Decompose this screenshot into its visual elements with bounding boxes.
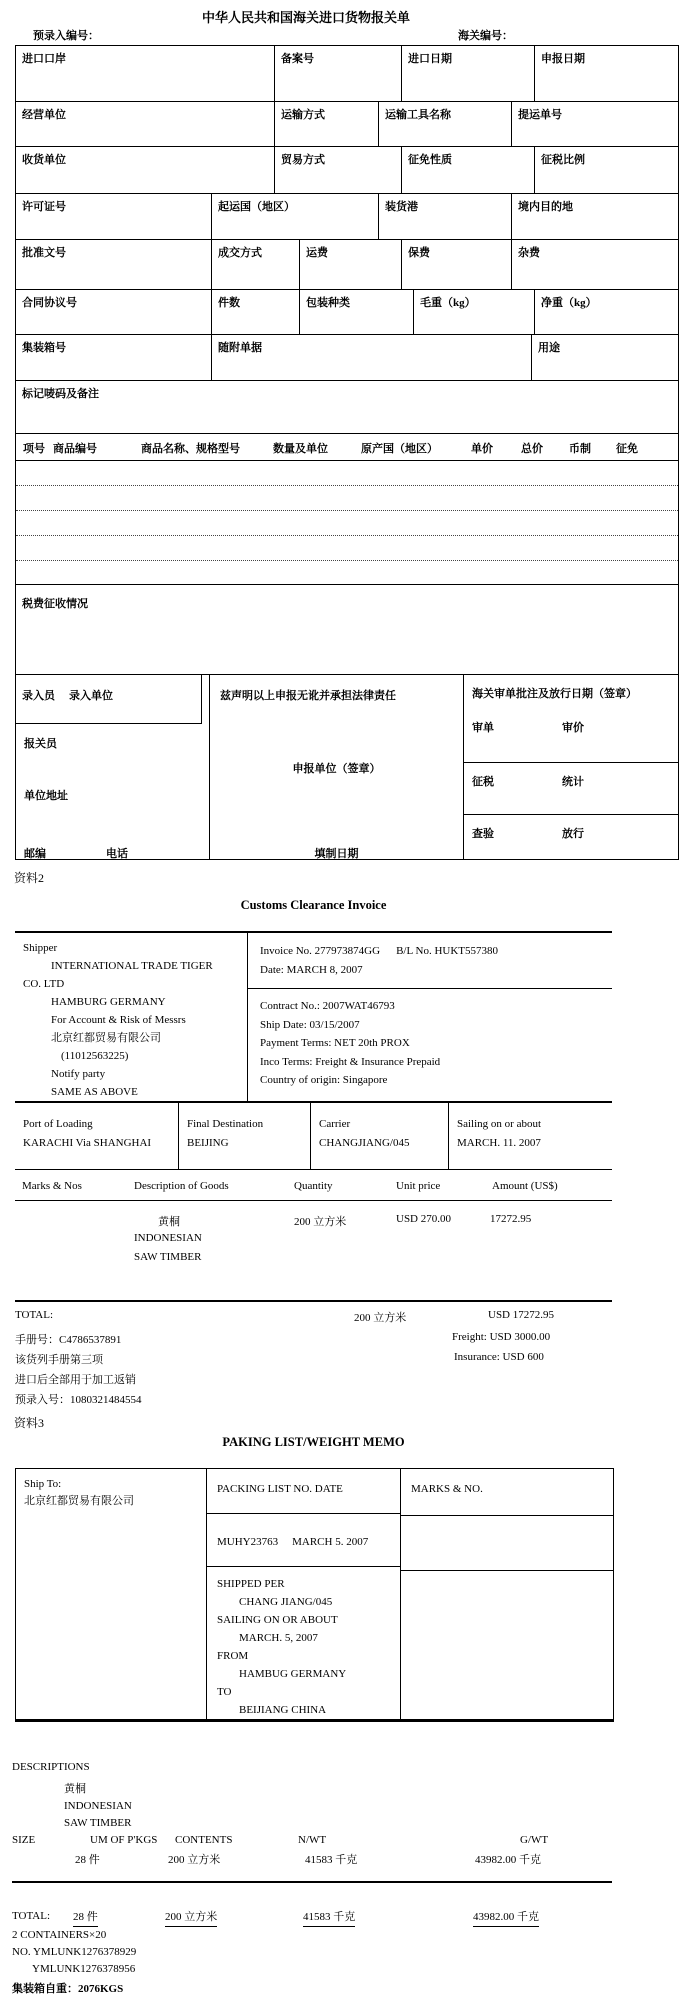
ship-date: Ship Date: 03/15/2007 [260, 1018, 360, 1031]
description-line: SAW TIMBER [64, 1817, 132, 1829]
insurance-amount: Insurance: USD 600 [454, 1351, 544, 1363]
manual-no: 手册号：C4786537891 [15, 1334, 122, 1346]
country-of-origin: Country of origin: Singapore [260, 1074, 388, 1086]
ship-to-cell [16, 1469, 206, 1719]
packing-list-no-cell [207, 1514, 400, 1567]
item-unit-price: USD 270.00 [396, 1213, 452, 1225]
field-license-no: 许可证号 [22, 201, 66, 213]
marks-no-body [401, 1571, 613, 1719]
field-net-weight: 净重（kg） [534, 290, 678, 334]
descriptions-label: DESCRIPTIONS [12, 1761, 90, 1773]
table-row [16, 239, 678, 289]
invoice-no: Invoice No. 277973874GG [260, 945, 381, 957]
field-contract-no: 合同协议号 [22, 297, 77, 309]
inco-terms: Inco Terms: Freight & Insurance Prepaid [260, 1055, 441, 1068]
ports-row [15, 1103, 612, 1170]
footer-right-col [463, 675, 678, 859]
table-row [16, 46, 678, 101]
pre-entry-no-value: 预录入号：1080321484554 [15, 1394, 142, 1406]
declare-unit-seal-label: 申报单位（签章） [292, 763, 381, 775]
col-commodity-name: 商品名称、规格型号 [141, 443, 240, 455]
field-gross-weight: 毛重（kg） [413, 290, 534, 334]
inspect-release-cell [464, 814, 678, 859]
dotted-line [16, 486, 678, 511]
shipper-label: Shipper [23, 942, 58, 954]
col-total-price: 总价 [521, 443, 543, 455]
col-quantity-unit: 数量及单位 [273, 443, 328, 455]
field-packages-count: 件数 [211, 290, 299, 334]
col-description: Description of Goods [134, 1180, 229, 1192]
packing-total-pkgs: 28 件 [73, 1908, 98, 1927]
contract-terms-cell [248, 989, 612, 1090]
doc-review-label: 审单 [472, 722, 494, 734]
invoice-total-section [15, 1300, 612, 1412]
unit-address-label: 单位地址 [24, 790, 68, 802]
invoice-top-section [15, 931, 612, 1103]
invoice-total-label: TOTAL: [15, 1309, 54, 1321]
port-of-loading-label: Port of Loading [23, 1118, 93, 1130]
notify-party-value: SAME AS ABOVE [51, 1086, 138, 1098]
description-line: 黄桐 [64, 1783, 86, 1795]
table-row [16, 101, 678, 146]
field-consignee: 收货单位 [22, 154, 66, 166]
footer-left-col [16, 675, 209, 859]
col-currency: 币制 [569, 443, 591, 455]
packing-middle-col [206, 1469, 401, 1719]
phone-label: 电话 [106, 848, 128, 860]
levy-tax-label: 征税 [472, 776, 494, 788]
field-freight-fee: 运费 [299, 240, 401, 289]
statistics-label: 统计 [562, 776, 584, 788]
invoice-title: Customs Clearance Invoice [240, 898, 387, 912]
container-no-1: NO. YMLUNK1276378929 [12, 1946, 137, 1958]
carrier-cell [310, 1103, 448, 1169]
field-insurance-fee: 保费 [401, 240, 511, 289]
doc3-label: 资料3 [14, 1416, 45, 1430]
final-destination-value: BEIJING [187, 1137, 229, 1149]
invoice-table [15, 931, 612, 1412]
sailing-label: Sailing on or about [457, 1118, 542, 1130]
table-row [16, 334, 678, 380]
sailing-value: MARCH. 11. 2007 [457, 1137, 541, 1149]
processing-note: 进口后全部用于加工返销 [15, 1374, 136, 1386]
field-misc-fee: 杂费 [511, 240, 678, 289]
field-levy-nature: 征免性质 [401, 147, 534, 193]
field-loading-port: 装货港 [378, 194, 511, 239]
declaration-title: 中华人民共和国海关进口货物报关单 [201, 10, 410, 25]
shipped-line: TO [217, 1686, 232, 1698]
sailing-cell [448, 1103, 612, 1169]
manual-note: 该货列手册第三项 [15, 1354, 103, 1366]
bl-no: B/L No. HUKT557380 [396, 945, 499, 957]
field-tax-ratio: 征税比例 [534, 147, 678, 193]
field-trade-mode: 贸易方式 [274, 147, 401, 193]
price-review-label: 审价 [562, 722, 584, 734]
item-quantity: 200 立方米 [294, 1216, 347, 1228]
shipped-line: MARCH. 5, 2007 [239, 1632, 318, 1644]
shipper-cell [15, 933, 248, 1101]
postcode-label: 邮编 [24, 848, 46, 860]
item-desc-line3: SAW TIMBER [134, 1251, 202, 1263]
field-tax-collection: 税费征收情况 [16, 584, 678, 674]
pre-entry-no-label: 预录入编号： [33, 30, 99, 42]
entry-clerk-cell [16, 675, 202, 724]
col-unit-price: 单价 [471, 443, 493, 455]
field-transport-name: 运输工具名称 [378, 102, 511, 146]
size-value-pkgs: 28 件 [75, 1854, 100, 1866]
field-declare-date: 申报日期 [534, 46, 678, 101]
col-unit-price: Unit price [396, 1180, 441, 1192]
size-value-gwt: 43982.00 千克 [475, 1854, 541, 1866]
field-import-port: 进口口岸 [22, 53, 66, 65]
inspection-label: 查验 [472, 828, 494, 840]
shipped-line: FROM [217, 1650, 249, 1662]
port-of-loading-value: KARACHI Via SHANGHAI [23, 1137, 152, 1149]
container-no-2: YMLUNK1276378956 [32, 1963, 136, 1975]
invoice-date: Date: MARCH 8, 2007 [260, 964, 363, 976]
col-levy-exempt: 征免 [616, 443, 638, 455]
description-line: INDONESIAN [64, 1800, 132, 1812]
packing-title: PAKING LIST/WEIGHT MEMO [222, 1435, 405, 1449]
packing-list-date: MARCH 5. 2007 [292, 1536, 369, 1548]
shipper-line: 北京红都贸易有限公司 [51, 1032, 161, 1044]
packing-table [15, 1468, 614, 1722]
field-bl-no: 提运单号 [511, 102, 678, 146]
dotted-line-pad [16, 561, 678, 584]
field-operator-unit: 经营单位 [22, 109, 66, 121]
goods-header-row [16, 433, 678, 460]
totals-divider [12, 1881, 612, 1883]
customs-note-label: 海关审单批注及放行日期（签章） [472, 688, 637, 700]
invoice-no-cell [248, 933, 612, 989]
packing-total-gwt: 43982.00 千克 [473, 1908, 539, 1927]
final-destination-label: Final Destination [187, 1118, 264, 1130]
field-transport-mode: 运输方式 [274, 102, 378, 146]
dotted-line [16, 461, 678, 486]
shipped-line: CHANG JIANG/045 [239, 1596, 333, 1608]
table-row [16, 289, 678, 334]
dotted-line [16, 511, 678, 536]
packing-list-no: MUHY23763 [217, 1536, 279, 1548]
packing-total-nwt: 41583 千克 [303, 1908, 355, 1927]
col-item-no: 项号 [23, 443, 45, 455]
invoice-total-amount: USD 17272.95 [488, 1309, 555, 1321]
doc2-label: 资料2 [14, 871, 45, 885]
size-value-nwt: 41583 千克 [305, 1854, 358, 1866]
field-transaction-mode: 成交方式 [211, 240, 299, 289]
declaration-statement: 兹声明以上申报无讹并承担法律责任 [220, 690, 396, 702]
footer-row [16, 674, 678, 859]
shipped-line: SAILING ON OR ABOUT [217, 1614, 338, 1626]
shipper-line: INTERNATIONAL TRADE TIGER [51, 960, 213, 972]
col-marks-nos: Marks & Nos [22, 1180, 82, 1192]
shipped-per-cell [207, 1567, 400, 1719]
field-record-no: 备案号 [274, 46, 401, 101]
packing-total-label: TOTAL: [12, 1910, 51, 1922]
containers-line: 2 CONTAINERS×20 [12, 1929, 107, 1941]
invoice-total-qty: 200 立方米 [354, 1312, 407, 1324]
final-destination-cell [178, 1103, 310, 1169]
freight-amount: Freight: USD 3000.00 [452, 1331, 551, 1343]
size-header-nwt: N/WT [298, 1834, 327, 1846]
port-of-loading-cell [15, 1103, 178, 1169]
size-value-contents: 200 立方米 [168, 1854, 221, 1866]
carrier-value: CHANGJIANG/045 [319, 1137, 410, 1149]
shipper-line: (11012563225) [61, 1050, 129, 1062]
field-domestic-destination: 境内目的地 [511, 194, 678, 239]
field-package-type: 包装种类 [299, 290, 413, 334]
footer-middle-col [209, 675, 463, 859]
col-quantity: Quantity [294, 1180, 333, 1192]
size-header-size: SIZE [12, 1834, 36, 1846]
ship-to-value: 北京红都贸易有限公司 [24, 1495, 134, 1507]
size-header-pkgs: UM OF P'KGS [90, 1834, 158, 1846]
item-amount: 17272.95 [490, 1213, 532, 1225]
shipped-line: SHIPPED PER [217, 1578, 285, 1590]
customs-no-label: 海关编号： [458, 30, 513, 42]
table-row [16, 193, 678, 239]
goods-lines-area [16, 460, 678, 584]
shipped-line: BEIJIANG CHINA [239, 1704, 327, 1716]
packing-list-no-header: PACKING LIST NO. DATE [207, 1469, 400, 1514]
invoice-goods-body [15, 1201, 612, 1300]
shipper-line: CO. LTD [23, 978, 65, 990]
col-amount: Amount (US$) [492, 1180, 558, 1192]
invoice-goods-header [15, 1170, 612, 1201]
marks-no-header: MARKS & NO. [401, 1469, 613, 1516]
size-header-gwt: G/WT [520, 1834, 549, 1846]
tax-stats-cell [464, 762, 678, 814]
payment-terms: Payment Terms: NET 20th PROX [260, 1037, 410, 1049]
invoice-right-col [248, 933, 612, 1101]
container-tare-weight: 集装箱自重：2076KGS [12, 1983, 124, 1995]
field-marks-remarks: 标记唛码及备注 [22, 388, 99, 400]
col-origin-country: 原产国（地区） [361, 443, 438, 455]
size-header-contents: CONTENTS [175, 1834, 233, 1846]
field-approval-no: 批准文号 [22, 247, 66, 259]
item-desc-line2: INDONESIAN [134, 1232, 202, 1244]
notify-party-label: Notify party [51, 1068, 106, 1080]
shipper-line: HAMBURG GERMANY [51, 996, 166, 1008]
contract-no: Contract No.: 2007WAT46793 [260, 1000, 395, 1012]
declaration-table [15, 45, 679, 860]
field-attached-docs: 随附单据 [211, 335, 531, 380]
packing-total-contents: 200 立方米 [165, 1908, 217, 1927]
field-import-date: 进口日期 [401, 46, 534, 101]
entry-unit-label: 录入单位 [69, 690, 113, 702]
table-row [16, 380, 678, 433]
ship-to-label: Ship To: [24, 1478, 62, 1490]
dotted-line [16, 536, 678, 561]
customs-note-cell [464, 675, 678, 762]
declarant-label: 报关员 [24, 738, 57, 750]
carrier-label: Carrier [319, 1118, 351, 1130]
marks-no-cell [401, 1516, 613, 1571]
table-row [16, 146, 678, 193]
field-container-no: 集装箱号 [22, 342, 66, 354]
shipped-line: HAMBUG GERMANY [239, 1668, 347, 1680]
fill-date-label: 填制日期 [314, 848, 359, 860]
field-origin-country: 起运国（地区） [211, 194, 378, 239]
shipper-line: For Account & Risk of Messrs [51, 1014, 186, 1026]
release-label: 放行 [562, 828, 584, 840]
item-name: 黄桐 [158, 1216, 180, 1228]
entry-clerk-label: 录入员 [22, 690, 55, 702]
field-usage: 用途 [531, 335, 678, 380]
col-commodity-code: 商品编号 [53, 443, 97, 455]
packing-right-col [401, 1469, 613, 1719]
